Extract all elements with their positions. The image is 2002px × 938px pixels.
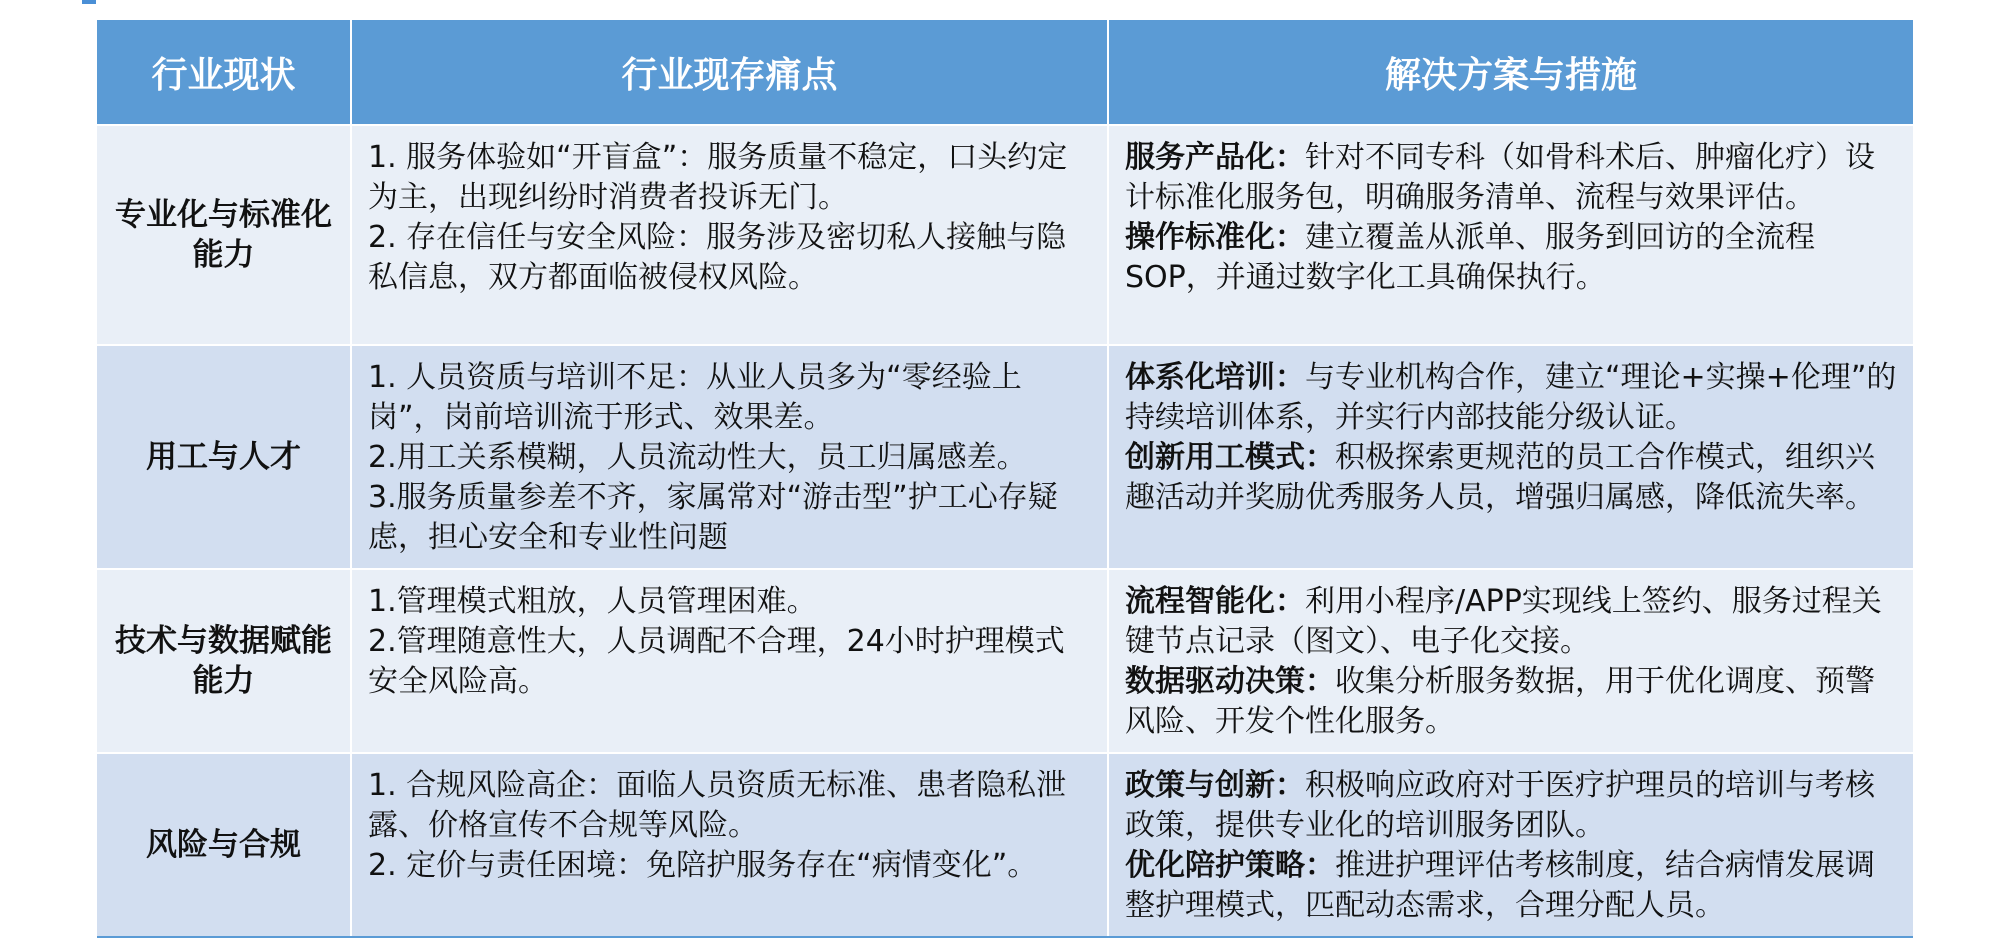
solution-item [1125, 846, 1897, 926]
pain-point-item: 2.管理随意性大，人员调配不合理，24小时护理模式安全风险高。 [368, 624, 1065, 699]
pain-point-item: 1. 人员资质与培训不足：从业人员多为“零经验上岗”，岗前培训流于形式、效果差。 [368, 360, 1022, 435]
table-row [97, 753, 1913, 937]
pain-point-item: 3.服务质量参差不齐，家属常对“游击型”护工心存疑虑，担心安全和专业性问题 [368, 480, 1058, 555]
solution-term: 操作标准化： [1125, 220, 1305, 255]
solution-text: 积极响应政府对于医疗护理员的培训与考核政策，提供专业化的培训服务团队。 [1125, 768, 1875, 843]
row-status-cell: 用工与人才 [97, 345, 351, 569]
row-status-cell: 技术与数据赋能能力 [97, 569, 351, 753]
pain-points-cell [351, 569, 1108, 753]
solution-item [1125, 766, 1897, 846]
table-header-row [97, 20, 1913, 125]
pain-point-item: 2.用工关系模糊，人员流动性大，员工归属感差。 [368, 440, 1027, 475]
solutions-cell [1108, 569, 1913, 753]
solution-term: 优化陪护策略： [1125, 848, 1335, 883]
solutions-cell [1108, 125, 1913, 345]
solution-term: 政策与创新： [1125, 768, 1305, 803]
pain-points-cell [351, 345, 1108, 569]
table-row [97, 569, 1913, 753]
solution-item [1125, 358, 1897, 438]
pain-point-item: 1.管理模式粗放，人员管理困难。 [368, 584, 817, 619]
solution-text: 收集分析服务数据，用于优化调度、预警风险、开发个性化服务。 [1125, 664, 1875, 739]
header-solutions: 解决方案与措施 [1108, 20, 1913, 125]
solution-text: 与专业机构合作，建立“理论+实操+伦理”的持续培训体系，并实行内部技能分级认证。 [1125, 360, 1897, 435]
pain-point-item: 2. 定价与责任困境：免陪护服务存在“病情变化”。 [368, 848, 1038, 883]
pain-point-item: 2. 存在信任与安全风险：服务涉及密切私人接触与隐私信息，双方都面临被侵权风险。 [368, 220, 1067, 295]
corner-accent-mark [82, 0, 96, 4]
solution-text: 建立覆盖从派单、服务到回访的全流程SOP，并通过数字化工具确保执行。 [1125, 220, 1815, 295]
solutions-cell [1108, 753, 1913, 937]
solution-term: 体系化培训： [1125, 360, 1305, 395]
solution-term: 数据驱动决策： [1125, 664, 1335, 699]
pain-point-item: 1. 合规风险高企：面临人员资质无标准、患者隐私泄露、价格宣传不合规等风险。 [368, 768, 1067, 843]
solution-term: 创新用工模式： [1125, 440, 1335, 475]
solution-item [1125, 582, 1897, 662]
pain-point-item: 1. 服务体验如“开盲盒”：服务质量不稳定，口头约定为主，出现纠纷时消费者投诉无门。 [368, 140, 1068, 215]
solution-term: 流程智能化： [1125, 584, 1305, 619]
solution-text: 利用小程序/APP实现线上签约、服务过程关键节点记录（图文）、电子化交接。 [1125, 584, 1882, 659]
row-status-cell: 风险与合规 [97, 753, 351, 937]
solution-item [1125, 662, 1897, 742]
pain-points-cell [351, 753, 1108, 937]
pain-points-cell [351, 125, 1108, 345]
header-pain-points: 行业现存痛点 [351, 20, 1108, 125]
header-industry-status: 行业现状 [97, 20, 351, 125]
table-row [97, 125, 1913, 345]
solution-item [1125, 138, 1897, 218]
solution-text: 针对不同专科（如骨科术后、肿瘤化疗）设计标准化服务包，明确服务清单、流程与效果评估。 [1125, 140, 1875, 215]
industry-analysis-table [97, 20, 1913, 938]
solution-text: 推进护理评估考核制度，结合病情发展调整护理模式，匹配动态需求，合理分配人员。 [1125, 848, 1875, 923]
solution-term: 服务产品化： [1125, 140, 1305, 175]
solutions-cell [1108, 345, 1913, 569]
table-row [97, 345, 1913, 569]
solution-item [1125, 438, 1897, 518]
solution-text: 积极探索更规范的员工合作模式，组织兴趣活动并奖励优秀服务人员，增强归属感，降低流失率。 [1125, 440, 1875, 515]
solution-item [1125, 218, 1897, 298]
row-status-cell: 专业化与标准化能力 [97, 125, 351, 345]
